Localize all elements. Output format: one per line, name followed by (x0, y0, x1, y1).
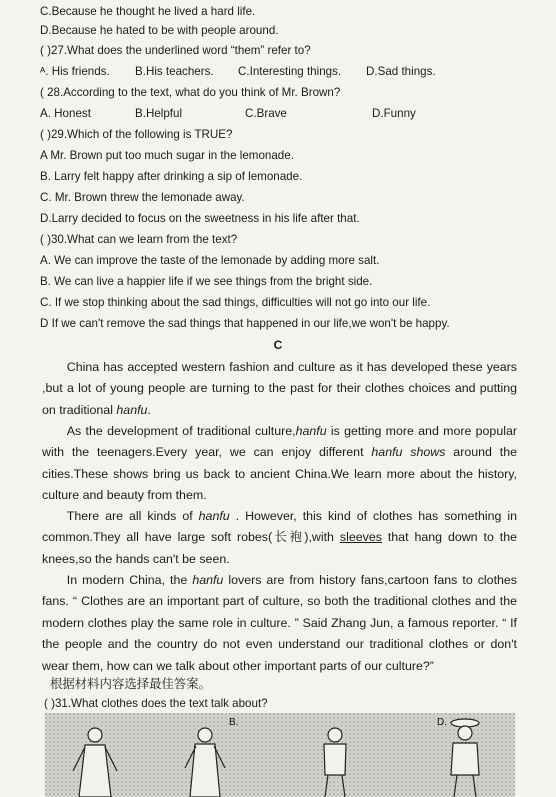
p4-text-b: lovers are from history fans,cartoon fans to clothes fans. “ Clothes are an important part of culture, so both the traditional clothes and the modern clothes play the same role in culture. ” Said Zhang Jun, a famous reporter. “ If the people and the country do not even understand our traditional clothes or don't wear them, how can we talk about other important parts of our culture?” (42, 573, 517, 673)
q28-option-c: C.Brave (245, 107, 287, 120)
option-c-previous-question: C.Because he thought he lived a hard life. (40, 5, 256, 18)
clothes-picture-strip-image (45, 713, 515, 797)
question-28-stem: ( 28.According to the text, what do you think of Mr. Brown? (40, 86, 341, 99)
p4-hanfu: hanfu (192, 573, 224, 587)
p2-text-a: As the development of traditional culture, (66, 424, 296, 438)
q27-option-c: C.Interesting things. (238, 65, 342, 78)
q30-option-b: B. We can live a happier life if we see things from the bright side. (40, 275, 373, 288)
picture-label-d: D. (437, 717, 447, 728)
q29-option-d: D.Larry decided to focus on the sweetness in his life after that. (40, 212, 360, 225)
question-30-stem: ( )30.What can we learn from the text? (40, 233, 238, 246)
p1-text-b: . (147, 402, 151, 417)
passage-paragraph-3 (42, 506, 517, 570)
question-27-options (40, 64, 538, 80)
q29-option-a: A Mr. Brown put too much sugar in the lemonade. (40, 149, 294, 162)
p2-hanfu: hanfu (295, 424, 327, 438)
p2-text-c: around the cities.These shows bring us back to ancient China.We learn more about the history, culture and beauty from them. (42, 445, 517, 503)
passage-paragraph-1 (42, 357, 517, 421)
q27-option-b: B.His teachers. (135, 65, 214, 78)
q31-clothes-pictures (45, 713, 515, 797)
q30-option-a: A. We can improve the taste of the lemonade by adding more salt. (40, 254, 380, 267)
p1-text-a: China has accepted western fashion and culture as it has developed these years ,but a lot of young people are turning to the past for their clothes choices and putting on traditional (42, 360, 517, 417)
section-letter: C (273, 338, 283, 352)
p3-text-c: that hang down to the knees,so the hands can't be seen. (42, 530, 517, 566)
picture-label-b: B. (229, 717, 239, 728)
p2-hanfu-shows: hanfu shows (371, 445, 446, 460)
passage-paragraph-4 (42, 570, 517, 677)
p3-hanfu: hanfu (198, 509, 230, 523)
q30-option-c: C. If we stop thinking about the sad things, difficulties will not go into our life. (40, 296, 431, 309)
q27-option-d: D.Sad things. (366, 65, 436, 78)
option-d-previous-question: D.Because he hated to be with people around. (40, 24, 279, 37)
chinese-instruction: 根据材料内容选择最佳答案。 (50, 676, 212, 691)
question-27-stem: ( )27.What does the underlined word “them” refer to? (40, 44, 311, 57)
q28-option-d: D.Funny (372, 107, 416, 120)
question-29-stem: ( )29.Which of the following is TRUE? (40, 128, 233, 141)
p1-hanfu: hanfu (116, 402, 148, 417)
q28-option-a: A. Honest (40, 107, 91, 120)
passage-paragraph-2 (42, 421, 517, 507)
p3-text-b: . However, this kind of clothes has something in common.They all have large soft robes(长袍),with (42, 509, 518, 545)
question-28-options (40, 106, 538, 122)
p2-text-b: is getting more and more popular with the teenagers.Every year, we can enjoy different (42, 424, 517, 460)
p4-text-a: In modern China, the (66, 573, 193, 587)
underlined-word-sleeves: sleeves (339, 530, 382, 545)
q29-option-c: C. Mr. Brown threw the lemonade away. (40, 191, 245, 204)
q29-option-b: B. Larry felt happy after drinking a sip of lemonade. (40, 170, 303, 183)
q28-option-b: B.Helpful (135, 107, 183, 120)
q27-option-a: ᴬ. His friends. (40, 65, 110, 78)
p3-text-a: There are all kinds of (66, 509, 199, 523)
q30-option-d: D If we can't remove the sad things that happened in our life,we won't be happy. (40, 317, 450, 330)
question-31-stem: ( )31.What clothes does the text talk about? (44, 697, 268, 710)
